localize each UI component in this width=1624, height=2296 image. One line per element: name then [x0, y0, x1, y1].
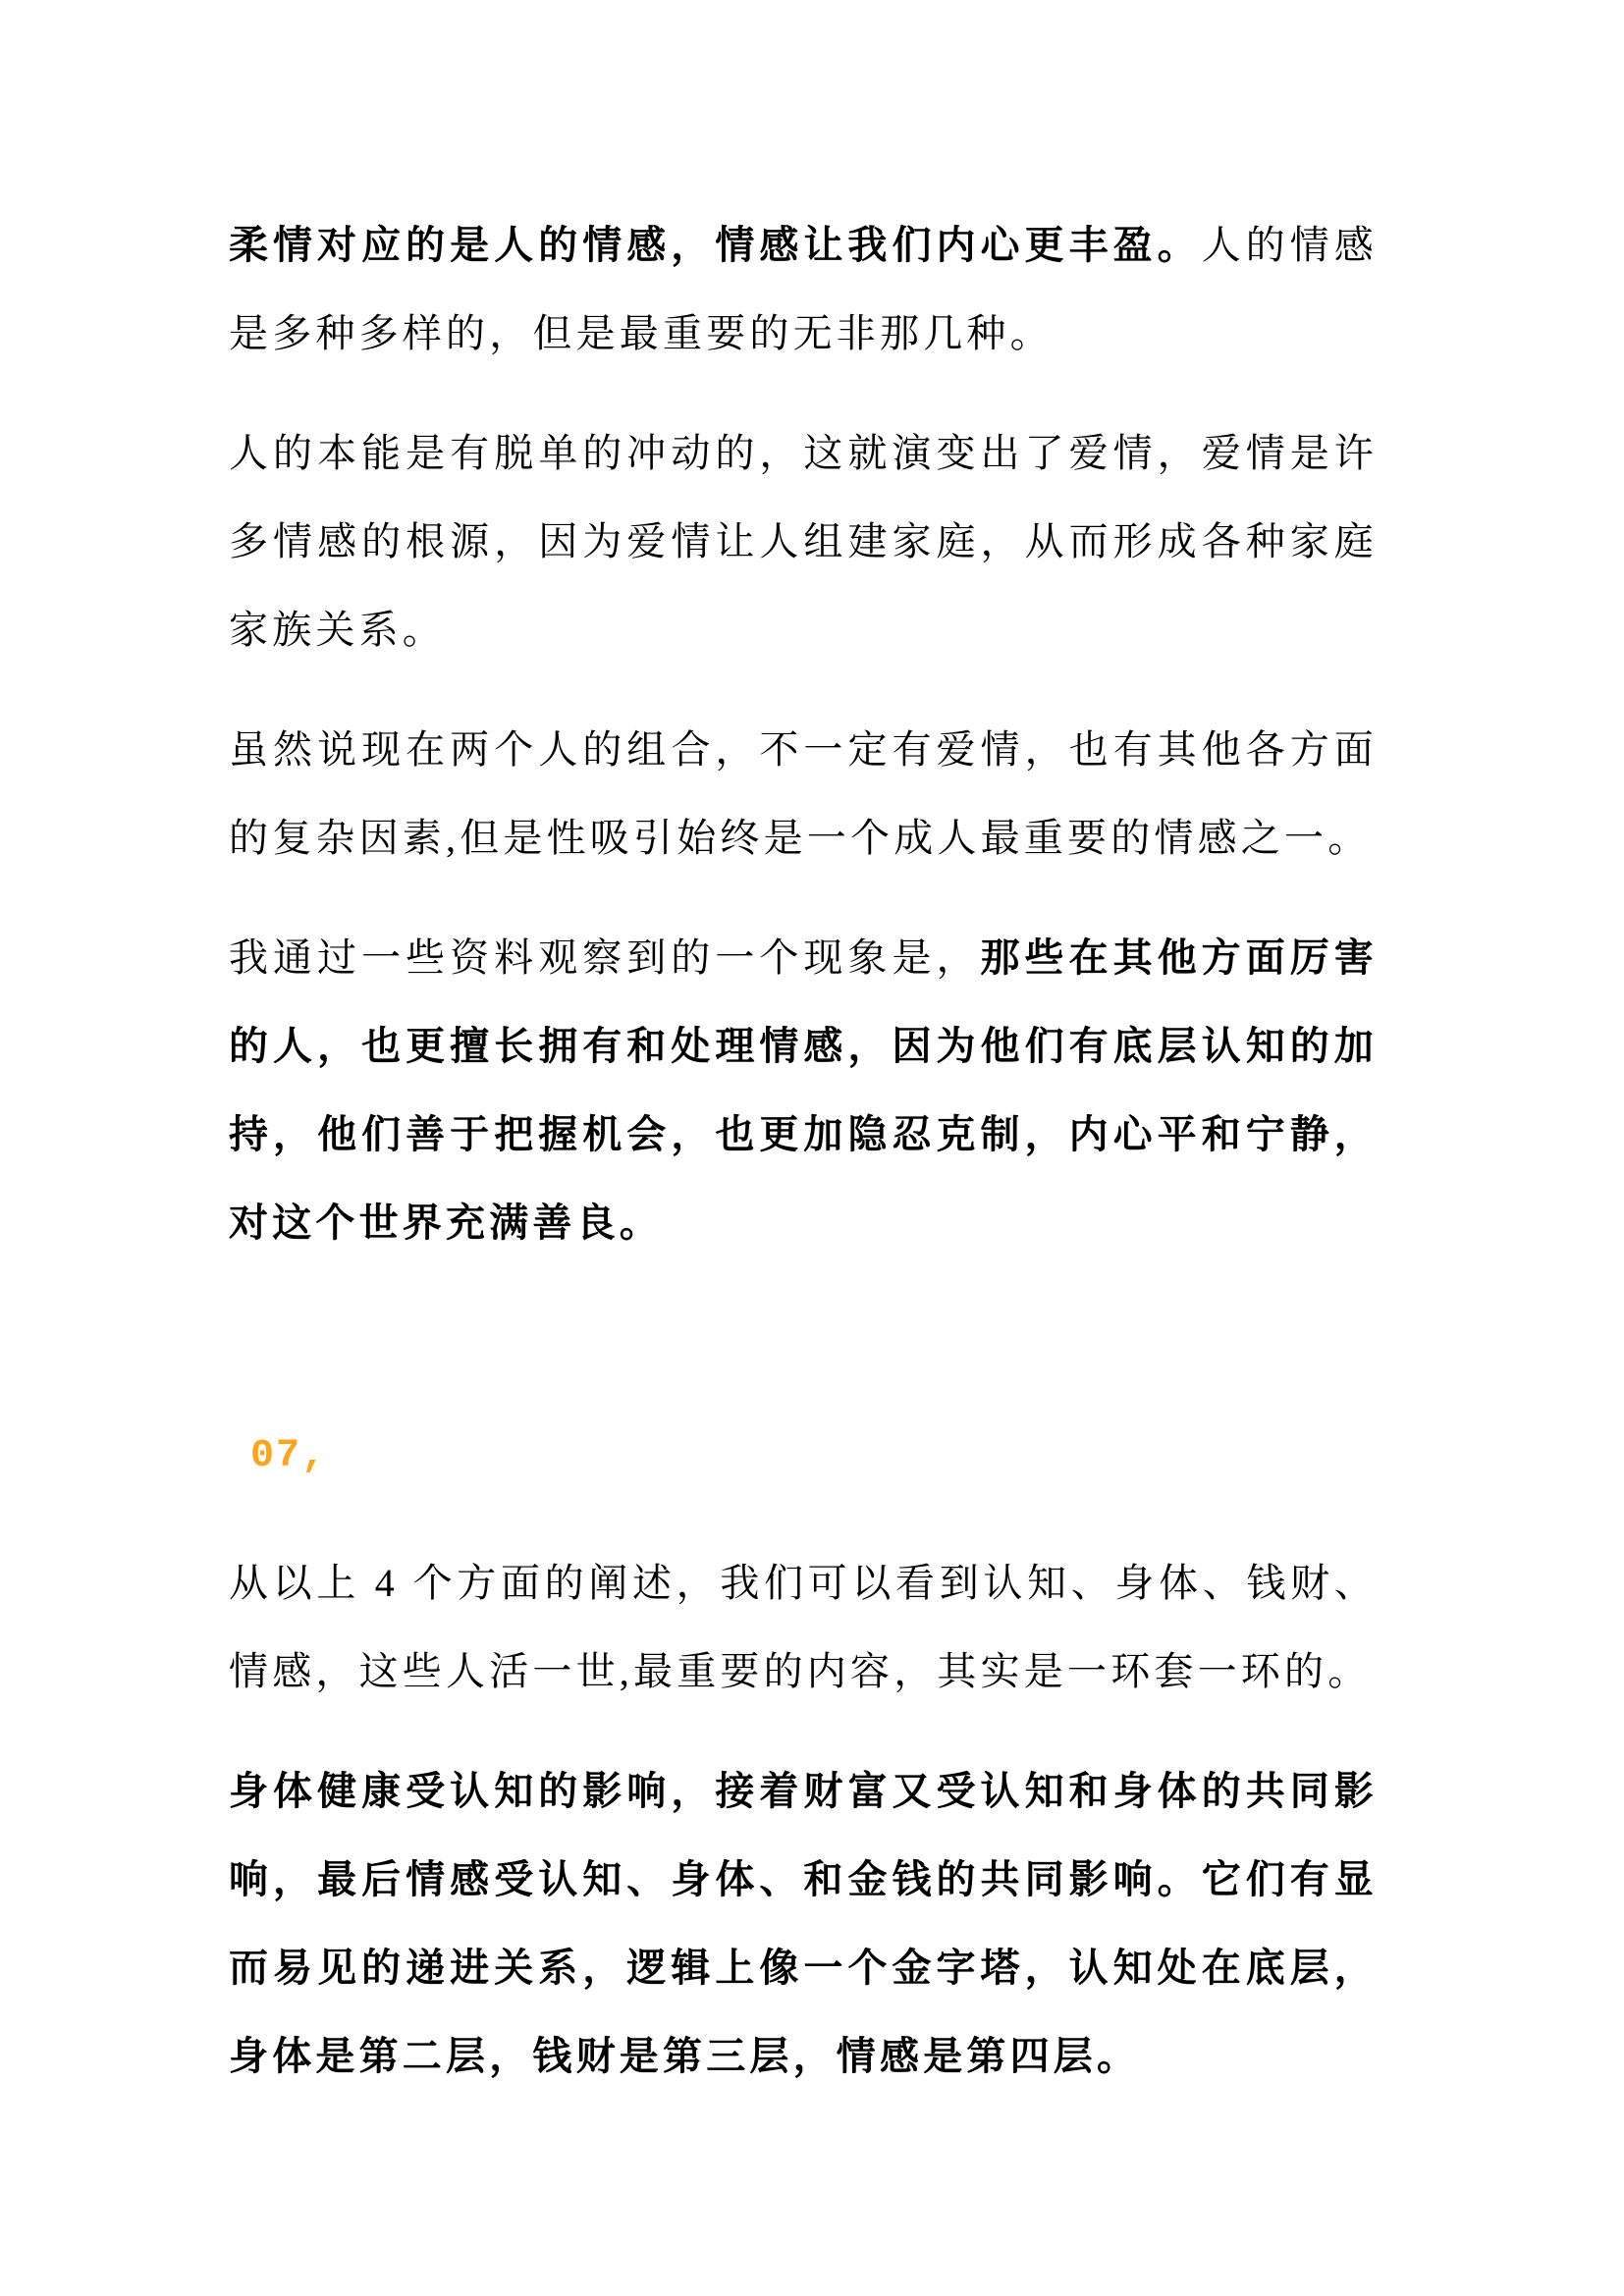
paragraph-summary: [229, 1539, 1378, 1716]
paragraph-attraction: [229, 706, 1378, 882]
paragraph-emotion-intro-regular-segment: 人的情感是多种多样的，但是最重要的无非那几种。: [229, 223, 1378, 355]
paragraph-observation-bold-segment: 那些在其他方面厉害的人，也更擅长拥有和处理情感，因为他们有底层认知的加持，他们善于把握机会，也更加隐忍克制，内心平和宁静，对这个世界充满善良。: [229, 935, 1378, 1245]
paragraph-attraction-text: 虽然说现在两个人的组合，不一定有爱情，也有其他各方面的复杂因素,但是性吸引始终是一个成人最重要的情感之一。: [229, 727, 1378, 860]
paragraph-emotion-intro: [229, 201, 1378, 378]
paragraph-love-instinct-text: 人的本能是有脱单的冲动的，这就演变出了爱情，爱情是许多情感的根源，因为爱情让人组建家庭，从而形成各种家庭家族关系。: [229, 431, 1378, 652]
paragraph-emotion-intro-bold-segment: 柔情对应的是人的情感，情感让我们内心更丰盈。: [229, 223, 1202, 267]
paragraph-pyramid-text: 身体健康受认知的影响，接着财富又受认知和身体的共同影响，最后情感受认知、身体、和金钱的共同影响。它们有显而易见的递进关系，逻辑上像一个金字塔，认知处在底层，身体是第二层，钱财是第三层，情感是第四层。: [229, 1769, 1378, 2078]
paragraph-summary-text: 从以上 4 个方面的阐述，我们可以看到认知、身体、钱财、情感，这些人活一世,最重要的内容，其实是一环套一环的。: [229, 1561, 1378, 1693]
paragraph-observation-regular-segment: 我通过一些资料观察到的一个现象是，: [229, 935, 981, 980]
paragraph-observation: [229, 914, 1378, 1267]
paragraph-love-instinct: [229, 409, 1378, 674]
section-number-heading: 07,: [250, 1434, 328, 1478]
paragraph-pyramid: [229, 1747, 1378, 2101]
